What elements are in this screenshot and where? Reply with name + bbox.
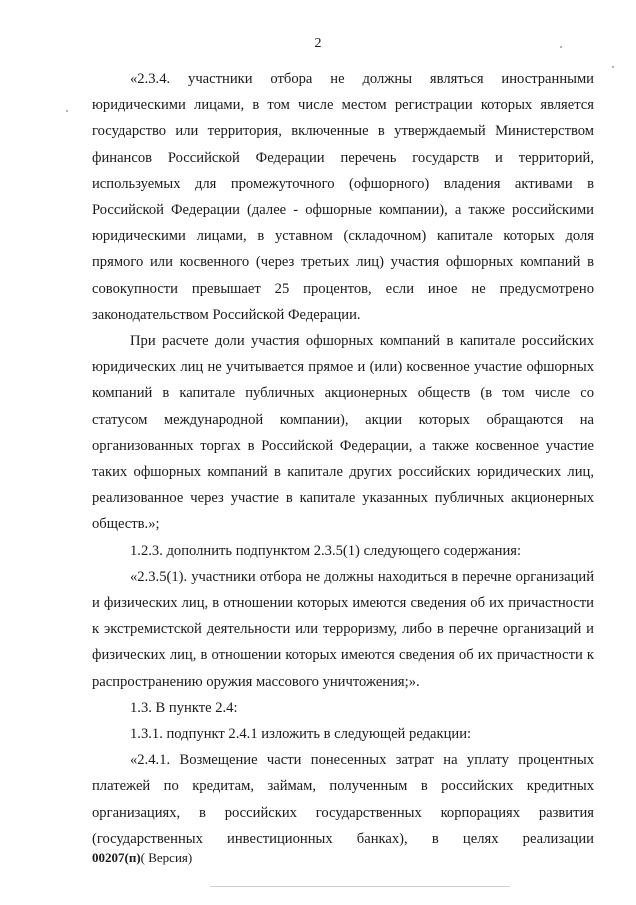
scan-speck [560,46,562,48]
document-code: 00207(п) [92,850,141,865]
scan-speck [612,66,614,68]
version-label: ( Версия) [140,850,193,865]
document-body [92,66,594,852]
paragraph-2-4-1: «2.4.1. Возмещение части понесенных затрат на уплату процентных платежей по кредитам, займам, полученным в российских кредитных организациях, в российских государственных корпорациях развития (государственных инвестиционных банках), в целях реализации [92,752,594,847]
footer-divider [210,886,510,887]
paragraph-1-3: 1.3. В пункте 2.4: [130,699,238,716]
paragraph-2-3-5-1: «2.3.5(1). участники отбора не должны находиться в перечне организаций и физических лиц, в отношении которых имеются сведения об их причастности к экстремистской деятельности или терроризму, либо в перечне организаций и физических лиц, в отношении которых имеются сведения об их причастности к распространению оружия массового уничтожения;». [92,568,594,690]
paragraph-1-3-1: 1.3.1. подпункт 2.4.1 изложить в следующей редакции: [130,726,472,743]
paragraph-1-2-3: 1.2.3. дополнить подпунктом 2.3.5(1) следующего содержания: [130,542,522,559]
paragraph-offshore-share: При расчете доли участия офшорных компаний в капитале российских юридических лиц не учитывается прямое и (или) косвенное участие офшорных компаний в капитале публичных акционерных обществ (в том числе со статусом международной компании), акции которых обращаются на организованных торгах в Российской Федерации, а также косвенное участие таких офшорных компаний в капитале других российских юридических лиц, реализованное через участие в капитале указанных публичных акционерных обществ.»; [92,333,594,533]
document-version-footer [92,850,192,866]
paragraph-2-3-4: «2.3.4. участники отбора не должны являться иностранными юридическими лицами, в том числе местом регистрации которых является государство или территория, включенные в утверждаемый Министерством финансов Российской Федерации перечень государств и территорий, используемых для промежуточного (офшорного) владения активами в Российской Федерации (далее - офшорные компании), а также российскими юридическими лицами, в уставном (складочном) капитале которых доля прямого или косвенного (через третьих лиц) участия офшорных компаний в совокупности превышает 25 процентов, если иное не предусмотрено законодательством Российской Федерации. [92,71,594,323]
page-number: 2 [314,36,322,51]
scan-speck [66,110,68,112]
